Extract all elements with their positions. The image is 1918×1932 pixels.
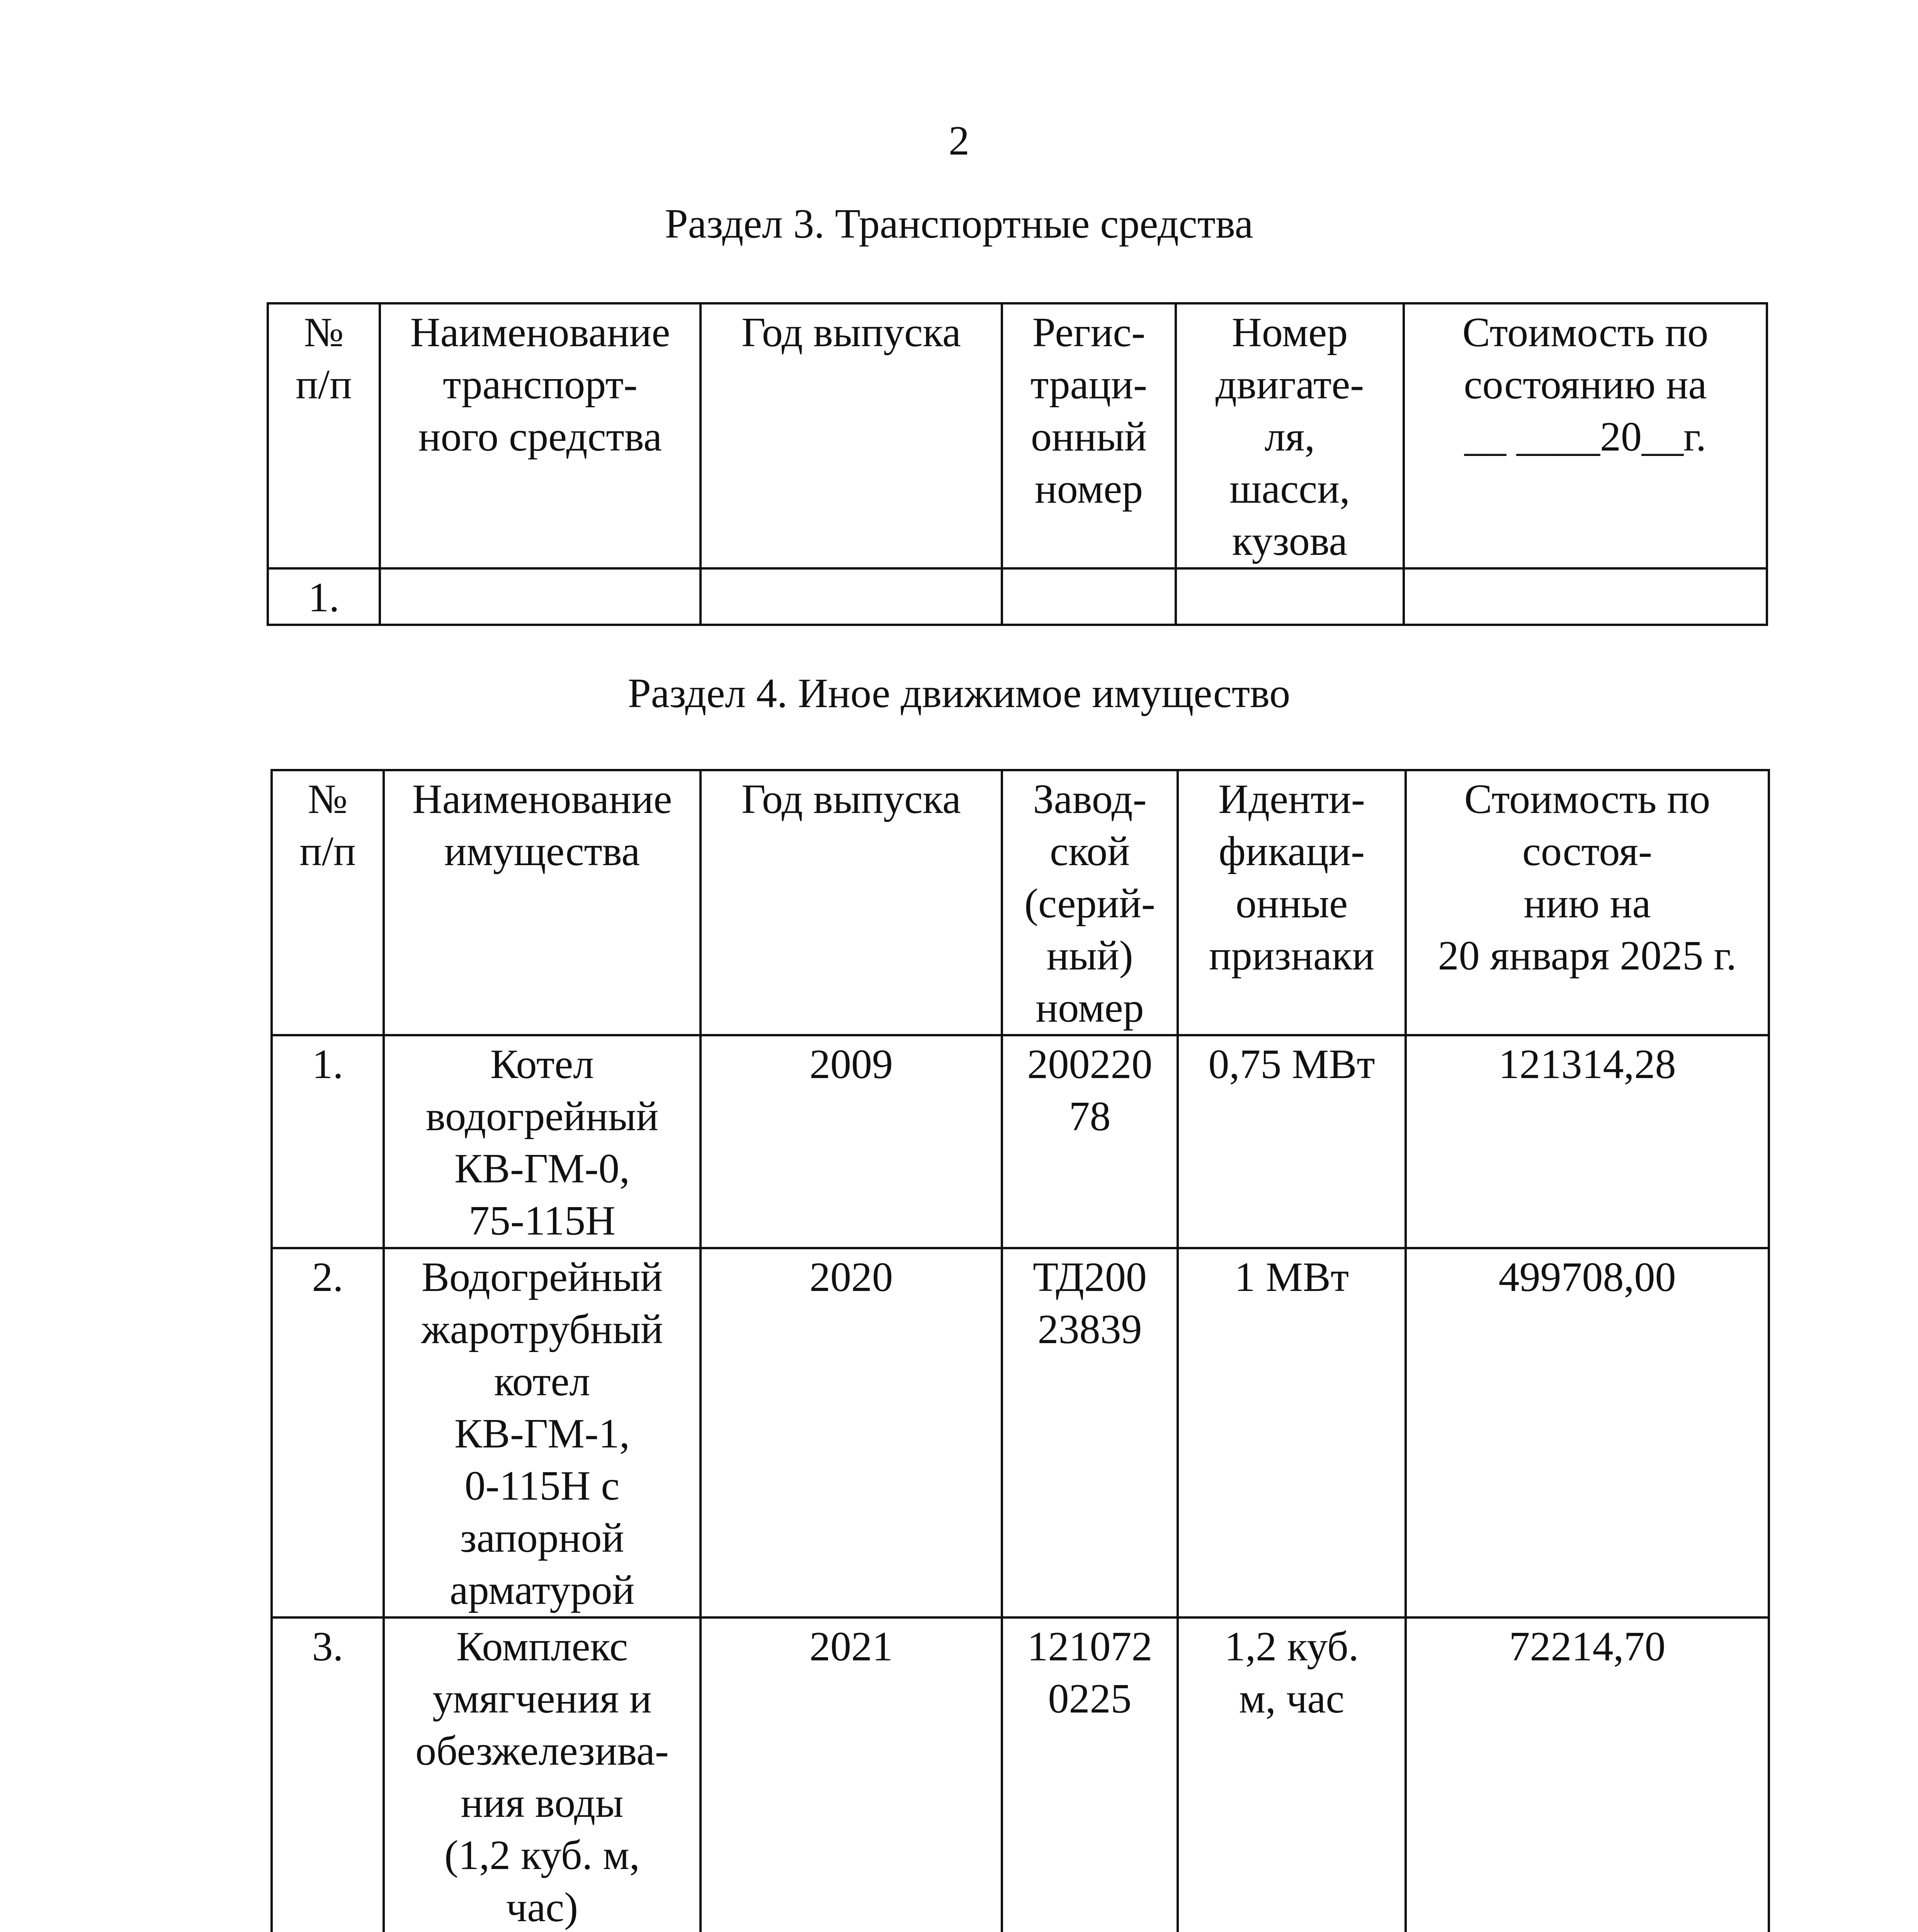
- cell-number: 2.: [272, 1248, 384, 1617]
- table-row: [272, 1248, 1769, 1617]
- header-cell-identification: Иденти- фикаци- онные признаки: [1178, 770, 1406, 1035]
- cell-registration-number: [1002, 568, 1176, 625]
- movable-property-table-header: [272, 770, 1769, 1035]
- cell-serial-number: 121072 0225: [1002, 1617, 1178, 1932]
- section-4-title: Раздел 4. Иное движимое имущество: [627, 670, 1291, 716]
- cell-number: 1.: [268, 568, 380, 625]
- cell-property-name: Котел водогрейный КВ-ГМ-0, 75-115Н: [384, 1035, 701, 1248]
- header-cell-number: № п/п: [268, 303, 380, 568]
- header-cell-year: Год выпуска: [701, 303, 1002, 568]
- cell-vehicle-name: [380, 568, 701, 625]
- header-cell-number: № п/п: [272, 770, 384, 1035]
- cell-serial-number: ТД200 23839: [1002, 1248, 1178, 1617]
- cell-cost: 499708,00: [1406, 1248, 1769, 1617]
- cell-cost: 72214,70: [1406, 1617, 1769, 1932]
- table-row: [272, 1617, 1769, 1932]
- header-cell-year: Год выпуска: [701, 770, 1002, 1035]
- table-row: [268, 568, 1767, 625]
- header-cell-property-name: Наименование имущества: [384, 770, 701, 1035]
- cell-serial-number: 200220 78: [1002, 1035, 1178, 1248]
- cell-number: 1.: [272, 1035, 384, 1248]
- header-cell-cost: Стоимость по состоянию на __ ____20__г.: [1404, 303, 1767, 568]
- vehicles-table: [267, 302, 1768, 626]
- header-cell-registration-number: Регис- траци- онный номер: [1002, 303, 1176, 568]
- header-cell-cost: Стоимость по состоя- нию на 20 января 2025 г.: [1406, 770, 1769, 1035]
- section-3-title: Раздел 3. Транспортные средства: [665, 201, 1253, 247]
- cell-identification: 1 МВт: [1178, 1248, 1406, 1617]
- header-cell-engine-number: Номер двигате- ля, шасси, кузова: [1176, 303, 1404, 568]
- cell-identification: 1,2 куб. м, час: [1178, 1617, 1406, 1932]
- cell-year: 2020: [701, 1248, 1002, 1617]
- cell-number: 3.: [272, 1617, 384, 1932]
- cell-identification: 0,75 МВт: [1178, 1035, 1406, 1248]
- cell-year: 2009: [701, 1035, 1002, 1248]
- cell-engine-number: [1176, 568, 1404, 625]
- header-cell-vehicle-name: Наименование транспорт- ного средства: [380, 303, 701, 568]
- table-row: [272, 1035, 1769, 1248]
- header-cell-serial-number: Завод- ской (серий- ный) номер: [1002, 770, 1178, 1035]
- cell-year: 2021: [701, 1617, 1002, 1932]
- cell-property-name: Комплекс умягчения и обезжелезива- ния воды (1,2 куб. м, час): [384, 1617, 701, 1932]
- vehicles-table-header: [268, 303, 1767, 568]
- cell-year: [701, 568, 1002, 625]
- cell-property-name: Водогрейный жаротрубный котел КВ-ГМ-1, 0-115Н с запорной арматурой: [384, 1248, 701, 1617]
- cell-cost: [1404, 568, 1767, 625]
- movable-property-table: [270, 769, 1770, 1932]
- cell-cost: 121314,28: [1406, 1035, 1769, 1248]
- page-number: 2: [949, 118, 969, 164]
